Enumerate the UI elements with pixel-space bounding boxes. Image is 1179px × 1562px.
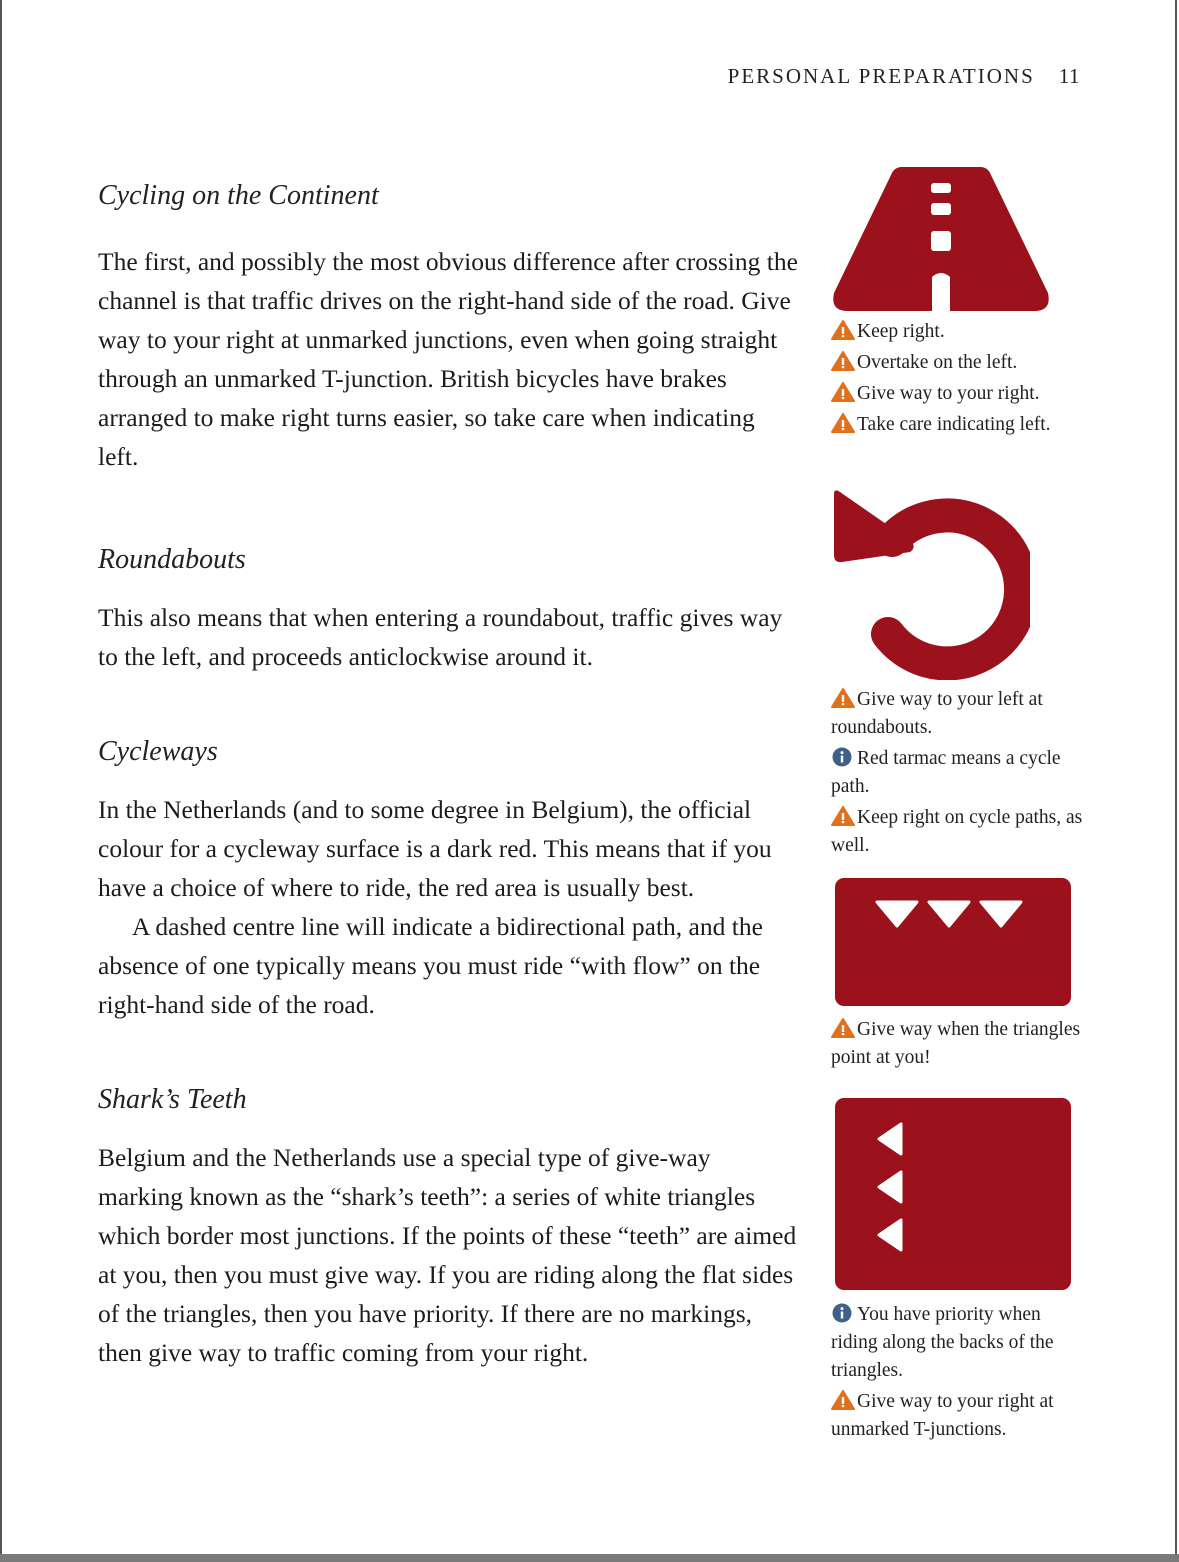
paragraph: This also means that when entering a roundabout, traffic gives way to the left, and proceeds anticlockwise around it. <box>98 603 783 671</box>
paragraph: The first, and possibly the most obvious difference after crossing the channel is that traffic drives on the right-hand side of the road. Give way to your right at unmarked junctions, even when going straight through an unmarked T-junction. British bicycles have brakes arranged to make right turns easier, so take care when indicating left. <box>98 247 798 471</box>
running-title: PERSONAL PREPARATIONS <box>727 64 1035 88</box>
note-text: Keep right. <box>857 321 945 342</box>
main-text-column <box>98 172 798 1372</box>
warning-icon <box>831 806 855 826</box>
note-item <box>831 349 1089 377</box>
note-item <box>831 1301 1089 1385</box>
paragraph: Belgium and the Netherlands use a special type of give-way marking known as the “shark’s teeth”: a series of white triangles which border most junctions. If the points of these “teeth” are aimed at you, then you must give way. If you are riding along the flat sides of the triangles, then you have priority. If there are no markings, then give way to traffic coming from your right. <box>98 1143 797 1367</box>
paragraph: In the Netherlands (and to some degree in Belgium), the official colour for a cycleway surface is a dark red. This means that if you have a choice of where to ride, the red area is usually best. <box>98 795 772 902</box>
note-item <box>831 411 1089 439</box>
note-text: Give way to your left at roundabouts. <box>831 689 1043 738</box>
info-icon <box>831 1303 855 1323</box>
info-icon <box>831 747 855 767</box>
note-item <box>831 804 1089 860</box>
note-text: Overtake on the left. <box>857 352 1018 373</box>
sharks-teeth-pointing-down-icon <box>835 878 1071 1006</box>
warning-icon <box>831 688 855 708</box>
bottom-scrollbar[interactable] <box>0 1554 1179 1562</box>
sharks-teeth-pointing-side-icon <box>835 1098 1071 1290</box>
road-icon <box>830 165 1052 313</box>
section-roundabouts <box>98 536 798 676</box>
section-heading: Cycling on the Continent <box>98 180 379 211</box>
note-text: Take care indicating left. <box>857 414 1051 435</box>
section-cycleways <box>98 728 798 1024</box>
warning-icon <box>831 382 855 402</box>
note-text: Give way to your right at unmarked T-junctions. <box>831 1391 1054 1440</box>
anticlockwise-arrow-icon <box>830 490 1030 680</box>
warning-icon <box>831 320 855 340</box>
teeth-down-notes <box>831 1016 1089 1075</box>
running-head <box>700 64 1080 89</box>
paragraph: A dashed centre line will indicate a bidirectional path, and the absence of one typically means you must ride “with flow” on the right-hand side of the road. <box>98 912 763 1019</box>
section-heading: Roundabouts <box>98 544 246 575</box>
note-item <box>831 1388 1089 1444</box>
roundabout-notes <box>831 686 1089 863</box>
road-notes <box>831 318 1089 442</box>
warning-icon <box>831 1018 855 1038</box>
section-cycling-on-the-continent <box>98 172 798 476</box>
note-text: You have priority when riding along the backs of the triangles. <box>831 1304 1054 1381</box>
warning-icon <box>831 1390 855 1410</box>
note-text: Keep right on cycle paths, as well. <box>831 807 1083 856</box>
warning-icon <box>831 351 855 371</box>
section-heading: Cycleways <box>98 736 218 767</box>
note-text: Red tarmac means a cycle path. <box>831 748 1061 797</box>
section-heading: Shark’s Teeth <box>98 1084 247 1115</box>
note-item <box>831 1016 1089 1072</box>
note-item <box>831 318 1089 346</box>
note-item <box>831 686 1089 742</box>
note-text: Give way to your right. <box>857 383 1040 404</box>
warning-icon <box>831 413 855 433</box>
note-item <box>831 380 1089 408</box>
teeth-side-notes <box>831 1301 1089 1447</box>
note-item <box>831 745 1089 801</box>
section-sharks-teeth <box>98 1076 798 1372</box>
page-number: 11 <box>1058 64 1080 88</box>
note-text: Give way when the triangles point at you! <box>831 1019 1081 1068</box>
